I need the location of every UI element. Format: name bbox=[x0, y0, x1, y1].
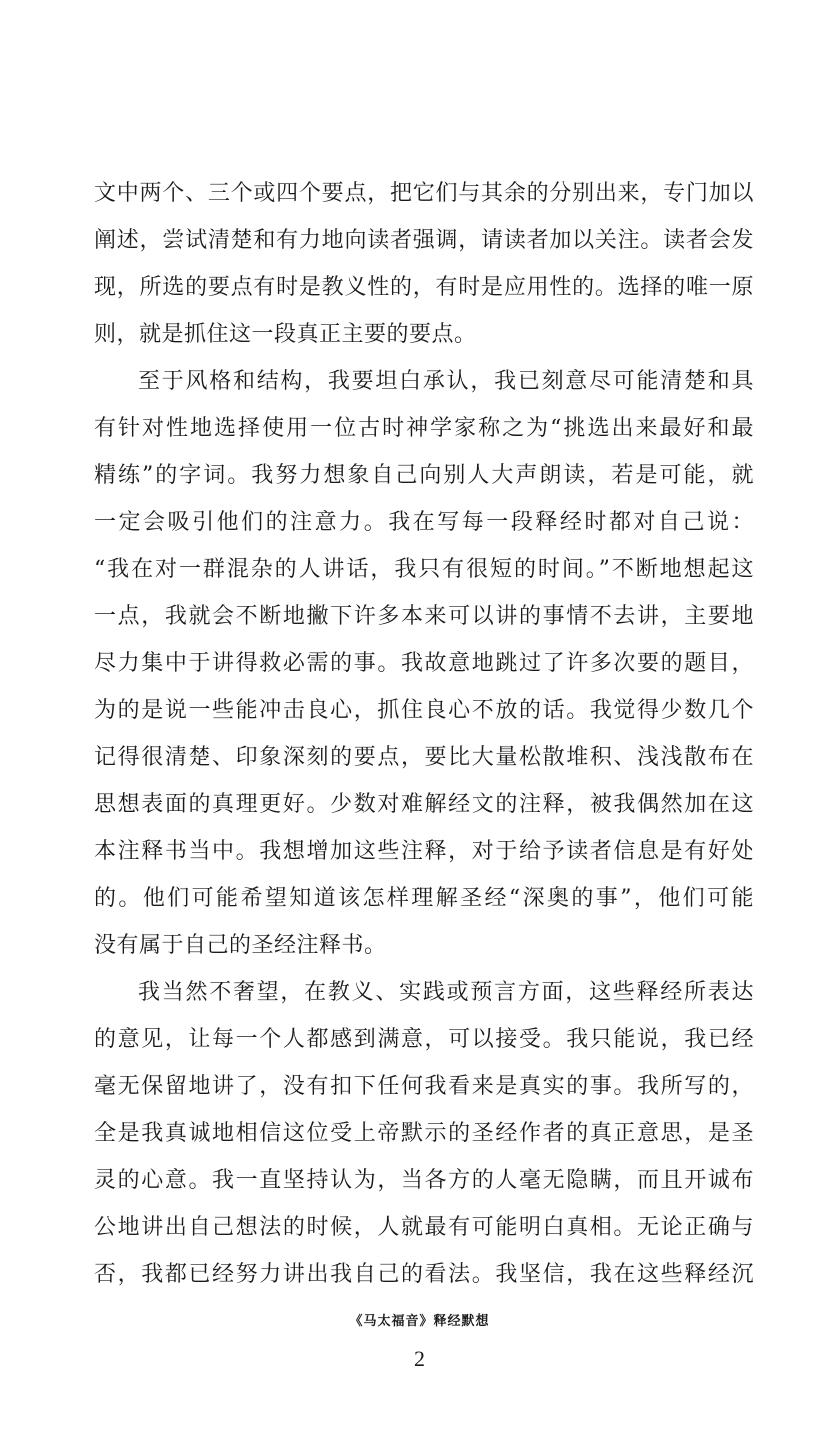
text-line: 我当然不奢望，在教义、实践或预言方面，这些释经所表达 bbox=[138, 980, 754, 1005]
text-line: 否，我都已经努力讲出我自己的看法。我坚信，我在这些释经沉 bbox=[94, 1262, 754, 1287]
text-line: 文中两个、三个或四个要点，把它们与其余的分别出来，专门加以 bbox=[94, 181, 754, 206]
text-line: 则，就是抓住这一段真正主要的要点。 bbox=[94, 322, 477, 347]
text-line: 一点，我就会不断地撇下许多本来可以讲的事情不去讲，主要地 bbox=[94, 604, 754, 629]
page-body bbox=[94, 170, 754, 1298]
page-number: 2 bbox=[414, 1346, 425, 1371]
text-line: 为的是说一些能冲击良心，抓住良心不放的话。我觉得少数几个 bbox=[94, 698, 754, 723]
text-line: 没有属于自己的圣经注释书。 bbox=[94, 933, 387, 958]
text-line: 有针对性地选择使用一位古时神学家称之为“挑选出来最好和最 bbox=[94, 416, 754, 441]
text-line: 一定会吸引他们的注意力。我在写每一段释经时都对自己说： bbox=[94, 510, 754, 535]
text-line: 尽力集中于讲得救必需的事。我故意地跳过了许多次要的题目， bbox=[94, 651, 754, 676]
text-line: 的意见，让每一个人都感到满意，可以接受。我只能说，我已经 bbox=[94, 1027, 754, 1052]
text-line: 阐述，尝试清楚和有力地向读者强调，请读者加以关注。读者会发 bbox=[94, 228, 754, 253]
text-line: “我在对一群混杂的人讲话，我只有很短的时间。”不断地想起这 bbox=[94, 557, 754, 582]
paragraph-2 bbox=[94, 358, 754, 969]
paragraph-1 bbox=[94, 170, 754, 358]
text-line: 全是我真诚地相信这位受上帝默示的圣经作者的真正意思，是圣 bbox=[94, 1121, 754, 1146]
text-line: 记得很清楚、印象深刻的要点，要比大量松散堆积、浅浅散布在 bbox=[94, 745, 754, 770]
text-line: 的。他们可能希望知道该怎样理解圣经“深奥的事”，他们可能 bbox=[94, 886, 754, 911]
text-line: 现，所选的要点有时是教义性的，有时是应用性的。选择的唯一原 bbox=[94, 275, 754, 300]
text-line: 思想表面的真理更好。少数对难解经文的注释，被我偶然加在这 bbox=[94, 792, 754, 817]
text-line: 灵的心意。我一直坚持认为，当各方的人毫无隐瞒，而且开诚布 bbox=[94, 1168, 754, 1193]
text-line: 本注释书当中。我想增加这些注释，对于给予读者信息是有好处 bbox=[94, 839, 754, 864]
text-line: 至于风格和结构，我要坦白承认，我已刻意尽可能清楚和具 bbox=[138, 369, 754, 394]
text-line: 公地讲出自己想法的时候，人就最有可能明白真相。无论正确与 bbox=[94, 1215, 754, 1240]
paragraph-3 bbox=[94, 969, 754, 1298]
text-line: 毫无保留地讲了，没有扣下任何我看来是真实的事。我所写的， bbox=[94, 1074, 754, 1099]
running-footer-title: 《马太福音》释经默想 bbox=[349, 1314, 490, 1329]
text-line: 精练”的字词。我努力想象自己向别人大声朗读，若是可能，就 bbox=[94, 463, 754, 488]
